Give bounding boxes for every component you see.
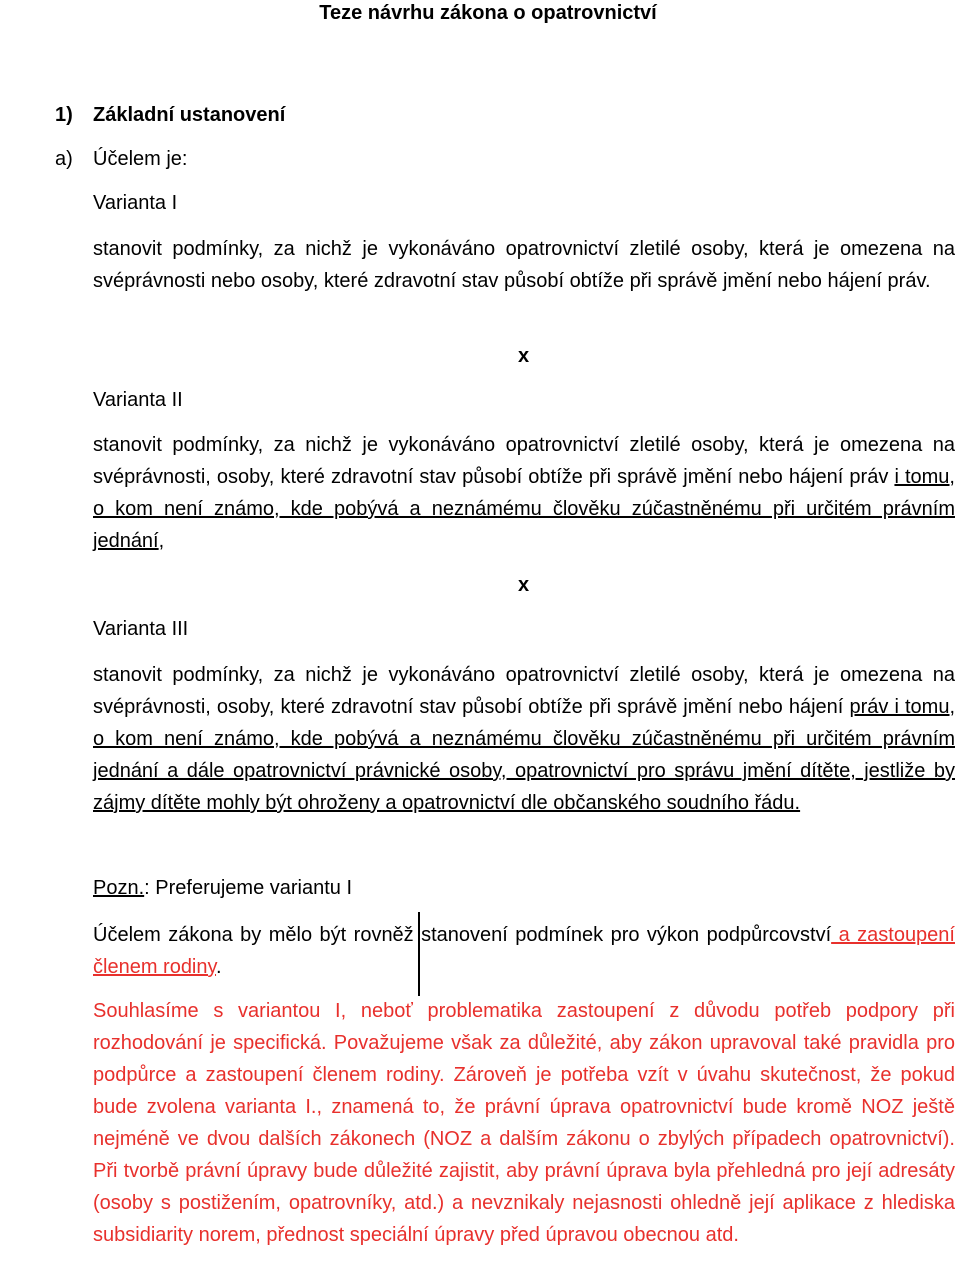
subsection-number: a) [55,148,73,170]
subsection-label: Účelem je: [93,148,188,170]
variant-3-text-underlined: práv i tomu, o kom není známo, kde pobývá a neznámému člověku zúčastněnému při určitém právním jednání a dále opatrovnictví právnické osoby, opatrovnictví pro správu jmění dítěte, jestliže by zájmy dítěte mohly být ohroženy a opatrovnictví dle občanského soudního řádu. [93,696,956,814]
note-label: Pozn. [93,877,145,899]
variant-2-text [93,429,955,557]
section-number: 1) [55,104,73,126]
purpose-text [93,919,955,983]
section-heading-1 [55,104,285,127]
variant-2-label: Varianta II [93,389,183,411]
variant-3-text-plain: stanovit podmínky, za nichž je vykonáváno opatrovnictví zletilé osoby, která je omezena na svéprávnosti, osoby, které zdravotní stav působí obtíže při správě jmění nebo hájení [93,664,955,718]
note-text: : Preferujeme variantu I [144,877,353,899]
variant-1-label: Varianta I [93,192,178,214]
variant-2-text-tail: , [158,530,165,552]
document-title: Teze návrhu zákona o opatrovnictví [319,2,657,24]
section-label: Základní ustanovení [93,104,286,126]
variant-3-label: Varianta III [93,618,189,640]
purpose-text-plain: Účelem zákona by mělo být rovněž stanovení podmínek pro výkon podpůrcovství [93,924,832,946]
variant-2-text-plain: stanovit podmínky, za nichž je vykonáváno opatrovnictví zletilé osoby, která je omezena na svéprávnosti, osoby, které zdravotní stav působí obtíže při správě jmění nebo hájení práv [93,434,955,488]
purpose-text-red: a zastoupení členem rodiny [93,924,955,978]
purpose-text-tail: . [216,956,222,978]
variant-separator: x [518,574,530,596]
variant-1-text: stanovit podmínky, za nichž je vykonáváno opatrovnictví zletilé osoby, která je omezena na svéprávnosti nebo osoby, které zdravotní stav působí obtíže při správě jmění nebo hájení práv. [93,238,955,292]
subsection-heading-a [55,148,187,171]
variant-3-text [93,659,955,819]
variant-2-text-underlined: i tomu, o kom není známo, kde pobývá a neznámému člověku zúčastněnému při určitém právním jednání [93,466,955,552]
variant-separator: x [518,345,530,367]
comment-text: Souhlasíme s variantou I, neboť problematika zastoupení z důvodu potřeb podpory při rozhodování je specifická. Považujeme však za důležité, aby zákon upravoval také pravidla pro podpůrce a zastoupení členem rodiny. Zároveň je potřeba vzít v úvahu skutečnost, že pokud bude zvolena varianta I., znamená to, že právní úprava opatrovnictví bude kromě NOZ ještě nejméně ve dvou dalších zákonech (NOZ a dalším zákonu o zbylých případech opatrovnictví). Při tvorbě právní úpravy bude důležité zajistit, aby právní úprava byla přehledná pro její adresáty (osoby s postižením, opatrovníky, atd.) a nevznikaly nejasnosti ohledně její aplikace z hlediska subsidiarity norem, přednost speciální úpravy před úpravou obecnou atd. [93,1000,955,1246]
note [93,877,352,900]
